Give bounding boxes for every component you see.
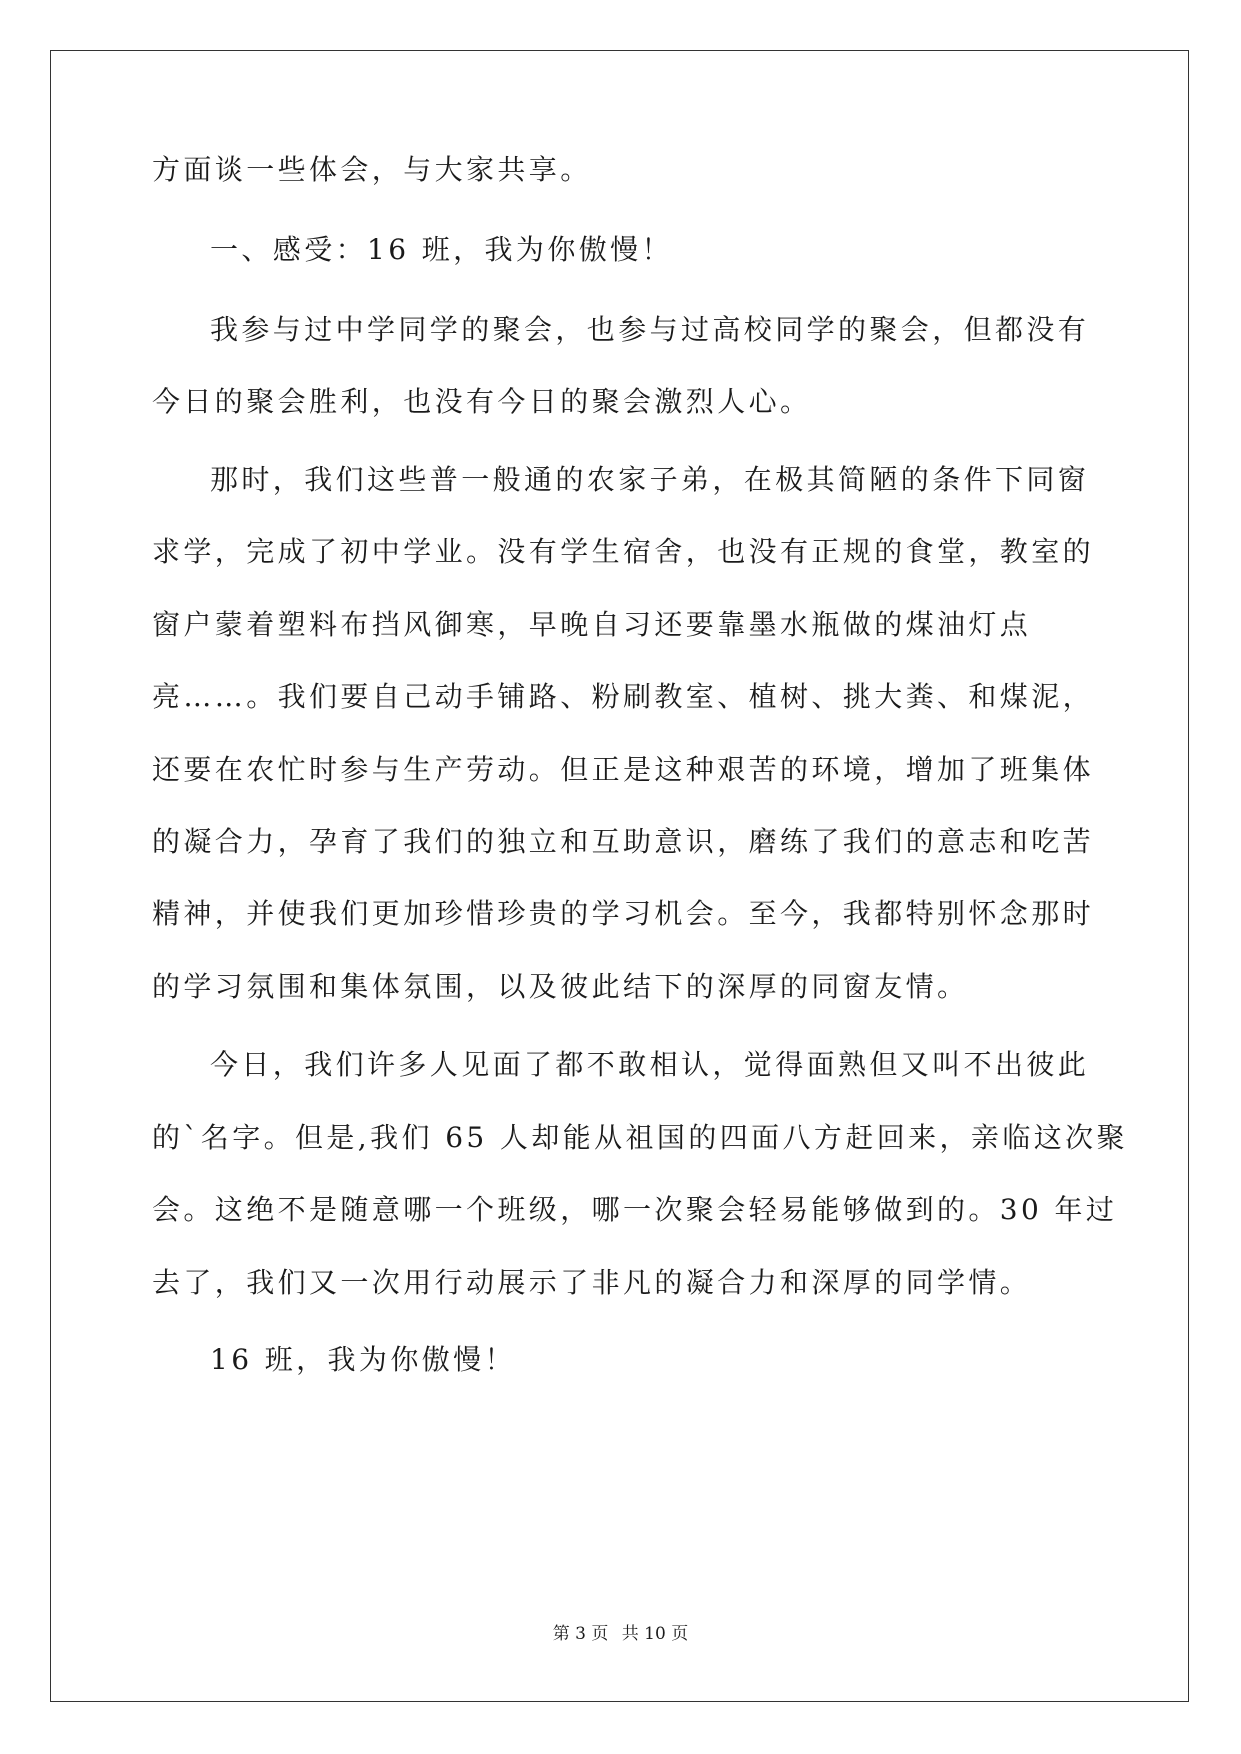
page-border <box>50 50 1189 1702</box>
page-number: 第 3 页 <box>552 1624 609 1644</box>
text-line: 我参与过中学同学的聚会，也参与过高校同学的聚会，但都没有 <box>210 313 1090 346</box>
text-line: 那时，我们这些普一般通的农家子弟，在极其简陋的条件下同窗 <box>210 463 1090 496</box>
text-line: 的学习氛围和集体氛围，以及彼此结下的深厚的同窗友情。 <box>152 970 969 1003</box>
text-line: 今日，我们许多人见面了都不敢相认，觉得面熟但又叫不出彼此 <box>210 1048 1090 1081</box>
text-line: 去了，我们又一次用行动展示了非凡的凝合力和深厚的同学情。 <box>152 1266 1032 1299</box>
text-line: 的凝合力，孕育了我们的独立和互助意识，磨练了我们的意志和吃苦 <box>152 825 1095 858</box>
text-line: 方面谈一些体会，与大家共享。 <box>152 153 592 186</box>
text-line: 今日的聚会胜利，也没有今日的聚会激烈人心。 <box>152 385 812 418</box>
text-line: 的`名字。但是,我们 65 人却能从祖国的四面八方赶回来，亲临这次聚 <box>152 1121 1128 1154</box>
section-heading: 一、感受：16 班，我为你傲慢！ <box>210 233 673 266</box>
text-line: 还要在农忙时参与生产劳动。但正是这种艰苦的环境，增加了班集体 <box>152 753 1095 786</box>
page-total: 共 10 页 <box>621 1624 689 1644</box>
text-line: 精神，并使我们更加珍惜珍贵的学习机会。至今，我都特别怀念那时 <box>152 897 1095 930</box>
closing-line: 16 班，我为你傲慢！ <box>210 1343 516 1376</box>
text-line: 窗户蒙着塑料布挡风御寒，早晚自习还要靠墨水瓶做的煤油灯点 <box>152 608 1032 641</box>
text-line: 会。这绝不是随意哪一个班级，哪一次聚会轻易能够做到的。30 年过 <box>152 1193 1118 1226</box>
text-line: 求学，完成了初中学业。没有学生宿舍，也没有正规的食堂，教室的 <box>152 535 1095 568</box>
text-line: 亮……。我们要自己动手铺路、粉刷教室、植树、挑大粪、和煤泥， <box>152 680 1095 713</box>
page-footer <box>0 1622 1241 1646</box>
